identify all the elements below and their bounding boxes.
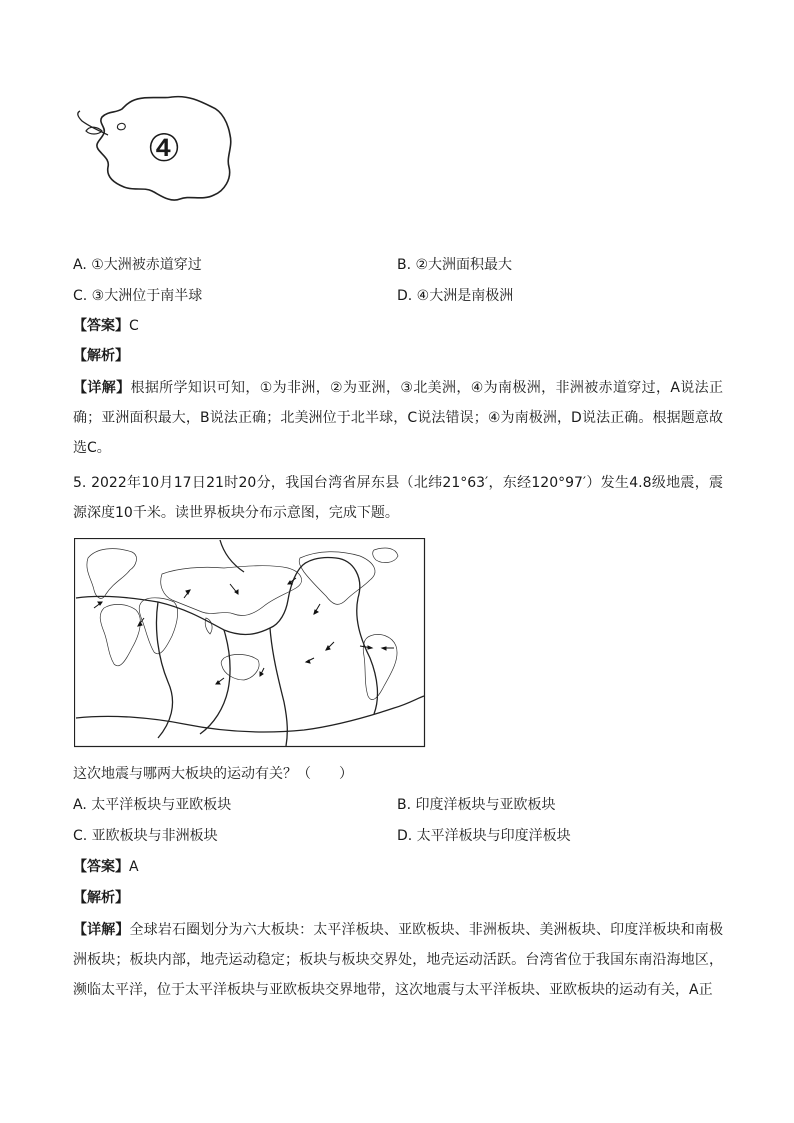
q4-answer-value: C bbox=[129, 318, 139, 334]
world-plate-map bbox=[74, 538, 426, 748]
q5-option-c: C. 亚欧板块与非洲板块 bbox=[73, 828, 218, 844]
q4-option-c: C. ③大洲位于南半球 bbox=[73, 288, 203, 304]
q4-answer-label: 【答案】 bbox=[73, 318, 129, 334]
q5-analysis-label: 【解析】 bbox=[73, 890, 129, 906]
q4-detail bbox=[73, 373, 723, 463]
q5-question: 这次地震与哪两大板块的运动有关？（ ） bbox=[73, 766, 353, 782]
q5-option-d: D. 太平洋板块与印度洋板块 bbox=[397, 828, 571, 844]
q5-answer-value: A bbox=[129, 859, 139, 875]
q4-analysis-label: 【解析】 bbox=[73, 348, 129, 364]
q5-option-a: A. 太平洋板块与亚欧板块 bbox=[73, 797, 232, 813]
q4-option-d: D. ④大洲是南极洲 bbox=[397, 288, 514, 304]
q4-answer bbox=[73, 316, 139, 336]
q4-detail-label: 【详解】 bbox=[73, 380, 131, 396]
q5-answer-label: 【答案】 bbox=[73, 859, 129, 875]
continent-number-label: ④ bbox=[147, 126, 182, 170]
q4-option-a: A. ①大洲被赤道穿过 bbox=[73, 257, 202, 273]
q4-detail-text: 根据所学知识可知，①为非洲，②为亚洲，③北美洲，④为南极洲，非洲被赤道穿过，A说法正确；亚洲面积最大，B说法正确；北美洲位于北半球，C说法错误；④为南极洲，D说法正确。根据题意故选C。 bbox=[73, 380, 724, 456]
q5-answer bbox=[73, 857, 139, 877]
q5-detail bbox=[73, 915, 723, 1005]
q5-detail-label: 【详解】 bbox=[73, 922, 130, 938]
q5-stem: 5. 2022年10月17日21时20分，我国台湾省屏东县（北纬21°63′，东经120°97′）发生4.8级地震，震源深度10千米。读世界板块分布示意图，完成下题。 bbox=[73, 475, 723, 521]
q4-option-b: B. ②大洲面积最大 bbox=[397, 257, 513, 273]
q5-detail-text: 全球岩石圈划分为六大板块：太平洋板块、亚欧板块、非洲板块、美洲板块、印度洋板块和南极洲板块；板块内部，地壳运动稳定；板块与板块交界处，地壳运动活跃。台湾省位于我国东南沿海地区，濒临太平洋，位于太平洋板块与亚欧板块交界地带，这次地震与太平洋板块、亚欧板块的运动有关，A正 bbox=[73, 922, 724, 998]
q5-option-b: B. 印度洋板块与亚欧板块 bbox=[397, 797, 556, 813]
